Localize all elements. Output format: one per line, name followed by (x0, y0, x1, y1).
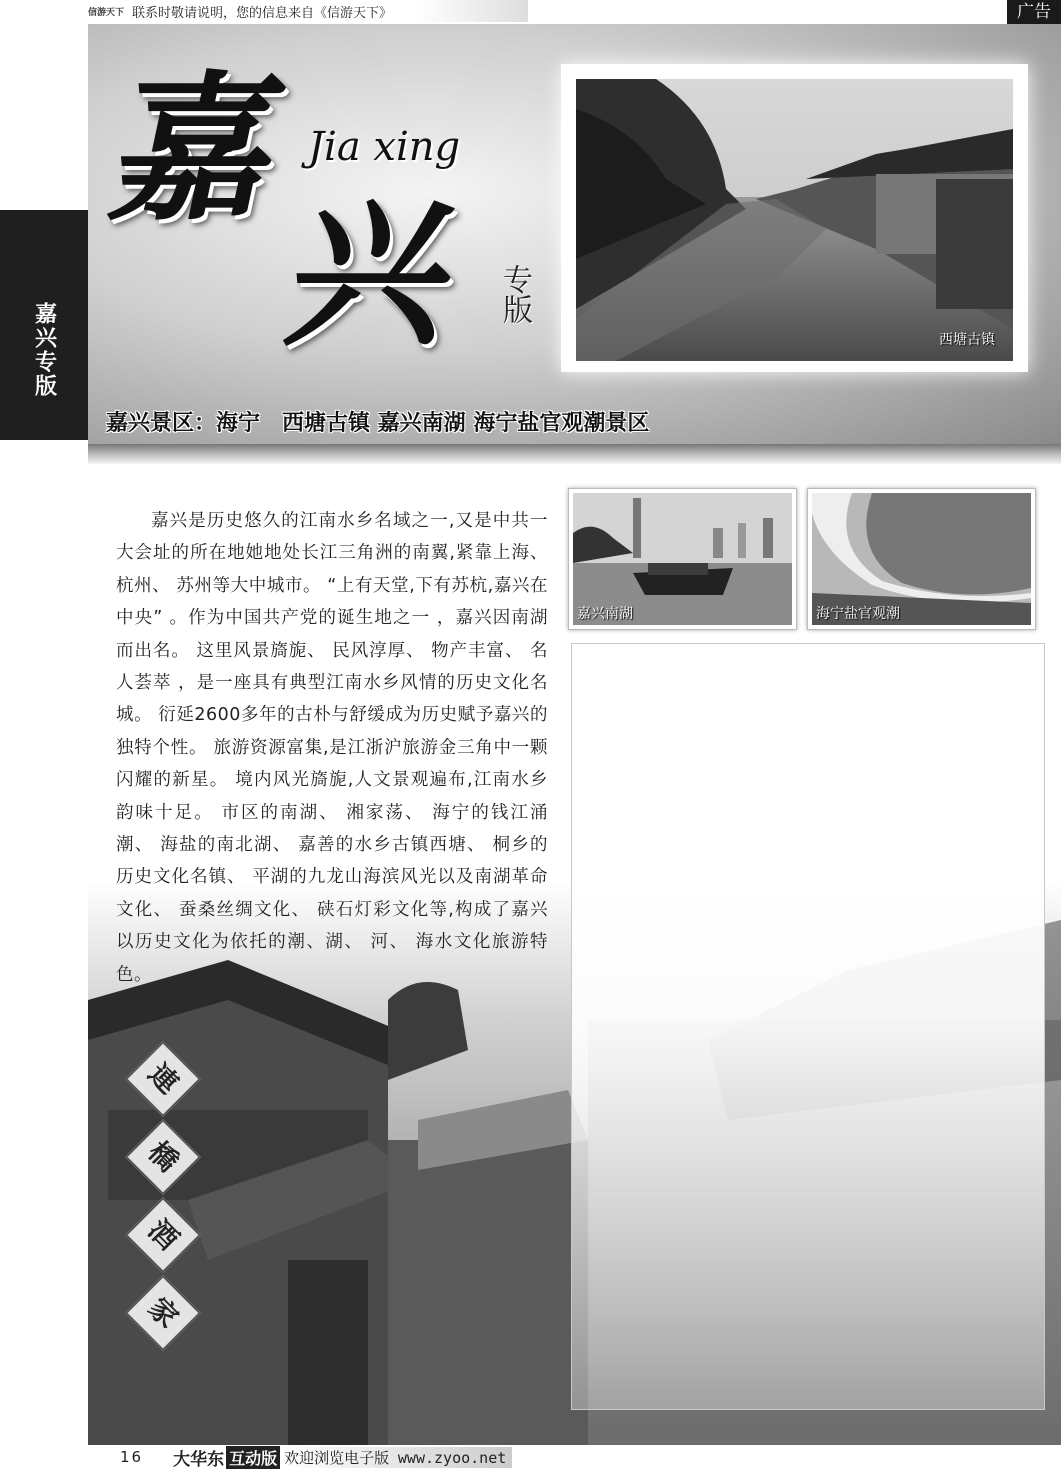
contact-notice: 联系时敬请说明，您的信息来自《信游天下》 (132, 5, 393, 21)
footer-brand-edition: 互动版 (226, 1446, 280, 1469)
advertisement-tag: 广告 (1007, 0, 1061, 24)
blank-content-panel (571, 643, 1045, 1410)
hero-photo-frame (561, 64, 1028, 372)
title-char-jia: 嘉 (98, 55, 298, 243)
footer-url-link[interactable]: www.zyoo.net (397, 1448, 507, 1467)
title-char-xing: 兴 (273, 180, 473, 368)
header-banner (88, 24, 1061, 444)
sign-char-jia: 家 (125, 1275, 201, 1351)
hero-photo-caption: 西塘古镇 (939, 332, 995, 348)
hanging-sign (128, 1040, 198, 1340)
sign-char-lian: 連 (125, 1041, 201, 1117)
publication-logo: 信游天下 (88, 7, 125, 18)
title-pinyin: Jia xing (308, 124, 461, 170)
page-footer (88, 1445, 1061, 1469)
scenic-spots-line: 嘉兴景区：海宁 西塘古镇 嘉兴南湖 海宁盐官观潮景区 (106, 411, 650, 436)
header-divider (88, 444, 1061, 464)
footer-brand: 大华东 (173, 1449, 225, 1470)
top-notice-bar (88, 0, 528, 22)
footer-invite-text: 欢迎浏览电子版 (284, 1448, 390, 1467)
footer-invite (284, 1447, 512, 1468)
hero-photo-xitang (576, 79, 1013, 361)
sign-char-qiao: 橋 (125, 1119, 201, 1195)
thumb-yanguan-caption: 海宁盐官观潮 (816, 606, 900, 622)
side-section-text: 嘉兴专版 (31, 302, 57, 398)
thumb-yanguan (807, 488, 1036, 630)
page-number: 16 (120, 1448, 144, 1466)
thumb-nanhu (568, 488, 797, 630)
side-section-label (0, 280, 88, 420)
thumb-nanhu-caption: 嘉兴南湖 (577, 606, 633, 622)
article-body: 嘉兴是历史悠久的江南水乡名域之一,又是中共一大会址的所在地她地处长江三角洲的南翼,紧靠上海、 杭州、 苏州等大中城市。 “上有天堂,下有苏杭,嘉兴在中央” 。作为中国共产党的诞生地之一 ，嘉兴因南湖而出名。 这里风景旖旎、 民风淳厚、 物产丰富、 名人荟萃 ，是一座具有典型江南水乡风情的历史文化名城。 衍延2600多年的古朴与舒缓成为历史赋予嘉兴的独特个性。 旅游资源富集,是江浙沪旅游金三角中一颗闪耀的新星。 境内风光旖旎,人文景观遍布,江南水乡韵味十足。 市区的南湖、 湘家荡、 海宁的钱江涌潮、 海盐的南北湖、 嘉善的水乡古镇西塘、 桐乡的历史文化名镇、 平湖的九龙山海滨风光以及南湖革命文化、 蚕桑丝绸文化、 硖石灯彩文化等,构成了嘉兴以历史文化为依托的潮、湖、 河、 海水文化旅游特色。 (116, 511, 548, 985)
sign-char-jiu: 酒 (125, 1197, 201, 1273)
special-edition-label: 专版 (497, 264, 532, 324)
